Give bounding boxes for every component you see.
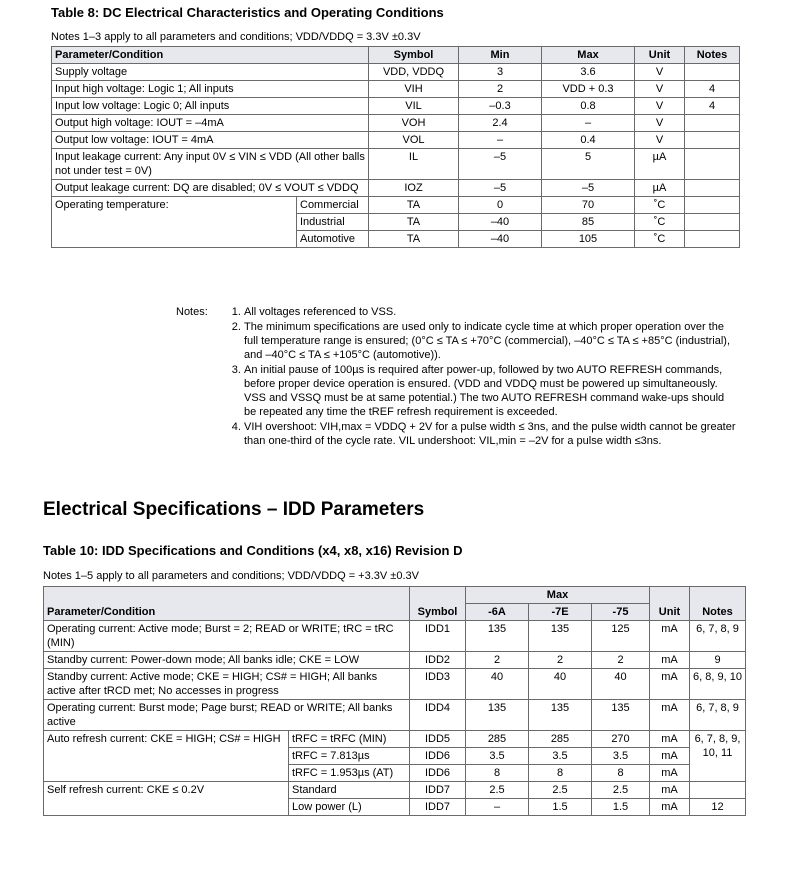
header-cell: -7E <box>529 604 592 621</box>
unit-cell: V <box>635 81 685 98</box>
value-cell: 135 <box>529 621 592 652</box>
max-cell: VDD + 0.3 <box>542 81 635 98</box>
table-row <box>44 700 746 731</box>
value-cell: 3.5 <box>592 748 650 765</box>
table-row <box>52 180 740 197</box>
param-cell: Operating current: Active mode; Burst = 2; READ or WRITE; tRC = tRC (MIN) <box>44 621 410 652</box>
notes-cell: 6, 7, 8, 9 <box>690 621 746 652</box>
table10-title: Table 10: IDD Specifications and Conditions (x4, x8, x16) Revision D <box>43 543 463 558</box>
header-cell: -75 <box>592 604 650 621</box>
max-cell: 85 <box>542 214 635 231</box>
symbol-cell: IOZ <box>369 180 459 197</box>
symbol-cell: VIH <box>369 81 459 98</box>
symbol-cell: VDD, VDDQ <box>369 64 459 81</box>
self-refresh-param: Self refresh current: CKE ≤ 0.2V <box>44 782 289 816</box>
value-cell: 8 <box>529 765 592 782</box>
unit-cell: mA <box>650 621 690 652</box>
unit-cell: mA <box>650 731 690 748</box>
table-row <box>44 652 746 669</box>
unit-cell: V <box>635 115 685 132</box>
table-header-row <box>52 47 740 64</box>
table-row <box>52 149 740 180</box>
value-cell: 8 <box>466 765 529 782</box>
value-cell: 125 <box>592 621 650 652</box>
min-cell: –5 <box>459 149 542 180</box>
min-cell: 2.4 <box>459 115 542 132</box>
value-cell: 1.5 <box>529 799 592 816</box>
table-row <box>52 115 740 132</box>
header-cell <box>410 587 466 604</box>
table8-notes <box>176 305 736 449</box>
condition-cell: tRFC = 1.953µs (AT) <box>289 765 410 782</box>
value-cell: 135 <box>466 621 529 652</box>
value-cell: 2 <box>466 652 529 669</box>
auto-refresh-param: Auto refresh current: CKE = HIGH; CS# = HIGH <box>44 731 289 782</box>
header-cell: Symbol <box>410 604 466 621</box>
max-cell: 105 <box>542 231 635 248</box>
max-group-header: Max <box>466 587 650 604</box>
notes-cell <box>685 64 740 81</box>
unit-cell: mA <box>650 748 690 765</box>
notes-cell <box>685 132 740 149</box>
unit-cell: V <box>635 64 685 81</box>
header-cell: Unit <box>650 604 690 621</box>
table-row <box>44 731 746 748</box>
table-row <box>44 621 746 652</box>
notes-cell <box>685 231 740 248</box>
symbol-cell: IDD7 <box>410 782 466 799</box>
value-cell: 135 <box>466 700 529 731</box>
idd-specifications-table <box>43 586 746 816</box>
min-cell: 0 <box>459 197 542 214</box>
unit-cell: mA <box>650 799 690 816</box>
unit-cell: ˚C <box>635 197 685 214</box>
unit-cell: µA <box>635 149 685 180</box>
value-cell: 2.5 <box>592 782 650 799</box>
header-cell: Notes <box>685 47 740 64</box>
header-cell: Parameter/Condition <box>44 604 410 621</box>
condition-cell: Standard <box>289 782 410 799</box>
header-cell <box>650 587 690 604</box>
value-cell: – <box>466 799 529 816</box>
min-cell: 2 <box>459 81 542 98</box>
value-cell: 135 <box>529 700 592 731</box>
param-cell: Input high voltage: Logic 1; All inputs <box>52 81 369 98</box>
condition-cell: tRFC = 7.813µs <box>289 748 410 765</box>
symbol-cell: TA <box>369 214 459 231</box>
notes-cell: 6, 7, 8, 9, 10, 11 <box>690 731 746 782</box>
header-cell <box>690 587 746 604</box>
param-cell: Input leakage current: Any input 0V ≤ VIN ≤ VDD (All other balls not under test = 0V) <box>52 149 369 180</box>
table-row <box>44 782 746 799</box>
value-cell: 40 <box>592 669 650 700</box>
unit-cell: ˚C <box>635 214 685 231</box>
min-cell: –5 <box>459 180 542 197</box>
header-cell: Parameter/Condition <box>52 47 369 64</box>
note-item: 1. All voltages referenced to VSS. <box>244 305 736 319</box>
unit-cell: ˚C <box>635 231 685 248</box>
param-cell: Supply voltage <box>52 64 369 81</box>
header-cell: Min <box>459 47 542 64</box>
table8-title: Table 8: DC Electrical Characteristics and Operating Conditions <box>51 5 444 20</box>
unit-cell: µA <box>635 180 685 197</box>
notes-cell <box>685 197 740 214</box>
symbol-cell: IDD1 <box>410 621 466 652</box>
symbol-cell: IDD3 <box>410 669 466 700</box>
unit-cell: mA <box>650 782 690 799</box>
unit-cell: V <box>635 98 685 115</box>
table-row <box>52 132 740 149</box>
value-cell: 135 <box>592 700 650 731</box>
unit-cell: mA <box>650 669 690 700</box>
max-cell: – <box>542 115 635 132</box>
value-cell: 1.5 <box>592 799 650 816</box>
symbol-cell: VIL <box>369 98 459 115</box>
notes-cell <box>685 180 740 197</box>
table-row <box>44 669 746 700</box>
symbol-cell: IL <box>369 149 459 180</box>
symbol-cell: VOH <box>369 115 459 132</box>
notes-label: Notes: <box>176 306 208 318</box>
dc-characteristics-table <box>51 46 740 248</box>
param-cell: Input low voltage: Logic 0; All inputs <box>52 98 369 115</box>
notes-cell <box>685 115 740 132</box>
symbol-cell: IDD6 <box>410 765 466 782</box>
max-cell: 0.4 <box>542 132 635 149</box>
table-row <box>52 98 740 115</box>
table10-subtitle: Notes 1–5 apply to all parameters and conditions; VDD/VDDQ = +3.3V ±0.3V <box>43 570 419 582</box>
notes-cell: 12 <box>690 799 746 816</box>
note-item: 4. VIH overshoot: VIH,max = VDDQ + 2V for a pulse width ≤ 3ns, and the pulse width cannot be greater than one-third of the cycle rate. VIL undershoot: VIL,min = –2V for a pulse width ≤3ns. <box>244 420 736 448</box>
symbol-cell: IDD7 <box>410 799 466 816</box>
notes-cell <box>685 149 740 180</box>
value-cell: 40 <box>466 669 529 700</box>
notes-cell: 6, 8, 9, 10 <box>690 669 746 700</box>
symbol-cell: IDD6 <box>410 748 466 765</box>
min-cell: 3 <box>459 64 542 81</box>
table-row <box>52 81 740 98</box>
min-cell: – <box>459 132 542 149</box>
notes-cell: 4 <box>685 81 740 98</box>
param-cell: Standby current: Power-down mode; All banks idle; CKE = LOW <box>44 652 410 669</box>
max-cell: 3.6 <box>542 64 635 81</box>
value-cell: 3.5 <box>529 748 592 765</box>
symbol-cell: IDD2 <box>410 652 466 669</box>
value-cell: 8 <box>592 765 650 782</box>
value-cell: 285 <box>529 731 592 748</box>
unit-cell: mA <box>650 652 690 669</box>
temp-range-cell: Commercial <box>297 197 369 214</box>
max-cell: 0.8 <box>542 98 635 115</box>
param-cell: Output low voltage: IOUT = 4mA <box>52 132 369 149</box>
condition-cell: tRFC = tRFC (MIN) <box>289 731 410 748</box>
unit-cell: mA <box>650 765 690 782</box>
param-cell: Standby current: Active mode; CKE = HIGH; CS# = HIGH; All banks active after tRCD met; No accesses in progress <box>44 669 410 700</box>
symbol-cell: IDD4 <box>410 700 466 731</box>
table-row <box>52 64 740 81</box>
notes-cell: 9 <box>690 652 746 669</box>
max-cell: 70 <box>542 197 635 214</box>
min-cell: –0.3 <box>459 98 542 115</box>
header-cell: -6A <box>466 604 529 621</box>
unit-cell: V <box>635 132 685 149</box>
note-item: 2. The minimum specifications are used only to indicate cycle time at which proper operation over the full temperature range is ensured; (0°C ≤ TA ≤ +70°C (commercial), –40°C ≤ TA ≤ +85°C (industrial), and –40°C ≤ TA ≤ +105°C (automotive)). <box>244 320 736 362</box>
notes-cell: 6, 7, 8, 9 <box>690 700 746 731</box>
notes-list <box>176 305 736 448</box>
param-cell: Output high voltage: IOUT = –4mA <box>52 115 369 132</box>
symbol-cell: IDD5 <box>410 731 466 748</box>
table-row <box>52 197 740 214</box>
note-item: 3. An initial pause of 100µs is required after power-up, followed by two AUTO REFRESH commands, before proper device operation is ensured. (VDD and VDDQ must be powered up simultaneously. VSS and VSSQ must be at same potential.) The two AUTO REFRESH command wake-ups should be repeated any time the tREF refresh requirement is exceeded. <box>244 363 736 419</box>
condition-cell: Low power (L) <box>289 799 410 816</box>
param-cell: Output leakage current: DQ are disabled; 0V ≤ VOUT ≤ VDDQ <box>52 180 369 197</box>
notes-cell <box>685 214 740 231</box>
value-cell: 2 <box>529 652 592 669</box>
header-cell <box>44 587 410 604</box>
symbol-cell: TA <box>369 197 459 214</box>
op-temp-label: Operating temperature: <box>52 197 297 248</box>
table-header-row <box>44 587 746 604</box>
table8-subtitle: Notes 1–3 apply to all parameters and conditions; VDD/VDDQ = 3.3V ±0.3V <box>51 31 421 43</box>
value-cell: 2.5 <box>466 782 529 799</box>
max-cell: 5 <box>542 149 635 180</box>
section-title: Electrical Specifications – IDD Parameters <box>43 499 425 520</box>
table-header-row <box>44 604 746 621</box>
value-cell: 3.5 <box>466 748 529 765</box>
param-cell: Operating current: Burst mode; Page burst; READ or WRITE; All banks active <box>44 700 410 731</box>
header-cell: Notes <box>690 604 746 621</box>
unit-cell: mA <box>650 700 690 731</box>
min-cell: –40 <box>459 214 542 231</box>
temp-range-cell: Industrial <box>297 214 369 231</box>
temp-range-cell: Automotive <box>297 231 369 248</box>
min-cell: –40 <box>459 231 542 248</box>
symbol-cell: VOL <box>369 132 459 149</box>
value-cell: 270 <box>592 731 650 748</box>
header-cell: Max <box>542 47 635 64</box>
max-cell: –5 <box>542 180 635 197</box>
notes-cell <box>690 782 746 799</box>
header-cell: Unit <box>635 47 685 64</box>
header-cell: Symbol <box>369 47 459 64</box>
value-cell: 2.5 <box>529 782 592 799</box>
value-cell: 40 <box>529 669 592 700</box>
value-cell: 2 <box>592 652 650 669</box>
symbol-cell: TA <box>369 231 459 248</box>
value-cell: 285 <box>466 731 529 748</box>
notes-cell: 4 <box>685 98 740 115</box>
